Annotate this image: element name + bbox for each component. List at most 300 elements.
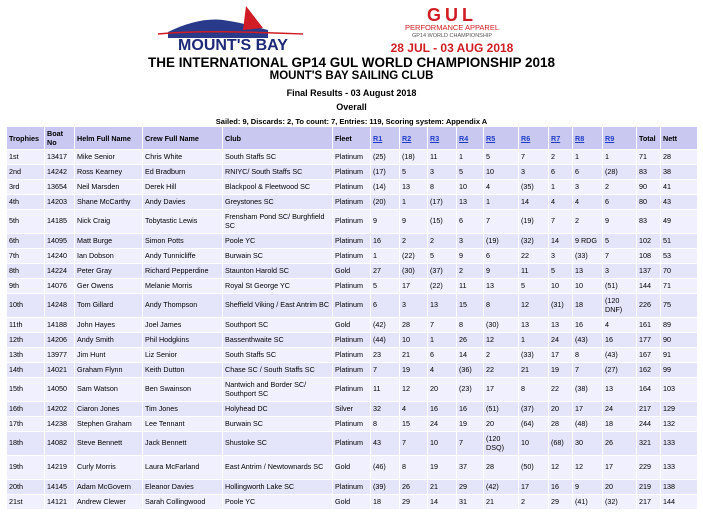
cell-trophies: 6th — [7, 234, 45, 249]
cell-r6: 13 — [519, 318, 549, 333]
cell-r6: (50) — [519, 456, 549, 480]
cell-total: 108 — [637, 249, 661, 264]
cell-r3: 24 — [428, 417, 457, 432]
cell-r6: 7 — [519, 150, 549, 165]
page-title: THE INTERNATIONAL GP14 GUL WORLD CHAMPIONSHIP 2018 — [147, 55, 556, 70]
cell-r9: 13 — [603, 378, 637, 402]
cell-r2: 10 — [400, 333, 428, 348]
cell-crew-full-name: Jack Bennett — [143, 432, 223, 456]
cell-fleet: Platinum — [333, 480, 371, 495]
cell-r8: 8 — [573, 348, 603, 363]
cell-r1: 9 — [371, 210, 400, 234]
cell-crew-full-name: Simon Potts — [143, 234, 223, 249]
cell-total: 83 — [637, 165, 661, 180]
cell-total: 83 — [637, 210, 661, 234]
cell-trophies: 17th — [7, 417, 45, 432]
cell-r4: 29 — [457, 480, 484, 495]
cell-nett: 138 — [661, 480, 698, 495]
table-row — [7, 180, 698, 195]
cell-r5: 8 — [484, 294, 519, 318]
cell-r2: 29 — [400, 495, 428, 510]
cell-club: Sheffield Viking / East Antrim BC — [223, 294, 333, 318]
table-row — [7, 378, 698, 402]
cell-fleet: Platinum — [333, 279, 371, 294]
cell-boat-no: 14240 — [45, 249, 75, 264]
cell-fleet: Platinum — [333, 165, 371, 180]
cell-r5: 28 — [484, 456, 519, 480]
table-row — [7, 210, 698, 234]
table-row — [7, 195, 698, 210]
table-row — [7, 165, 698, 180]
cell-r5: 22 — [484, 363, 519, 378]
cell-r1: (44) — [371, 333, 400, 348]
column-header-r9[interactable]: R9 — [603, 127, 637, 150]
cell-r3: 10 — [428, 432, 457, 456]
column-header-boat-no: Boat No — [45, 127, 75, 150]
cell-r4: 2 — [457, 264, 484, 279]
cell-club: South Staffs SC — [223, 150, 333, 165]
cell-nett: 103 — [661, 378, 698, 402]
table-row — [7, 456, 698, 480]
cell-r4: (36) — [457, 363, 484, 378]
cell-club: Bassenthwaite SC — [223, 333, 333, 348]
cell-helm-full-name: Curly Morris — [75, 456, 143, 480]
cell-r9: 20 — [603, 480, 637, 495]
cell-nett: 51 — [661, 234, 698, 249]
cell-boat-no: 14082 — [45, 432, 75, 456]
cell-r1: (14) — [371, 180, 400, 195]
cell-r6: 8 — [519, 378, 549, 402]
gul-dates: 28 JUL - 03 AUG 2018 — [390, 41, 514, 54]
cell-r4: 1 — [457, 150, 484, 165]
cell-total: 217 — [637, 495, 661, 510]
cell-r4: 19 — [457, 417, 484, 432]
cell-boat-no: 14185 — [45, 210, 75, 234]
cell-club: Hollingworth Lake SC — [223, 480, 333, 495]
cell-helm-full-name: Nick Craig — [75, 210, 143, 234]
cell-boat-no: 14242 — [45, 165, 75, 180]
cell-r5: 21 — [484, 495, 519, 510]
cell-r3: (37) — [428, 264, 457, 279]
cell-nett: 71 — [661, 279, 698, 294]
cell-r1: 7 — [371, 363, 400, 378]
cell-r2: 1 — [400, 195, 428, 210]
cell-r5: (42) — [484, 480, 519, 495]
cell-r2: (30) — [400, 264, 428, 279]
cell-trophies: 20th — [7, 480, 45, 495]
cell-trophies: 5th — [7, 210, 45, 234]
cell-trophies: 2nd — [7, 165, 45, 180]
cell-r4: 9 — [457, 249, 484, 264]
cell-crew-full-name: Sarah Collingwood — [143, 495, 223, 510]
cell-boat-no: 14248 — [45, 294, 75, 318]
cell-r1: (25) — [371, 150, 400, 165]
cell-club: Greystones SC — [223, 195, 333, 210]
cell-r1: (46) — [371, 456, 400, 480]
cell-boat-no: 14050 — [45, 378, 75, 402]
cell-nett: 75 — [661, 294, 698, 318]
cell-r2: 12 — [400, 378, 428, 402]
cell-r9: (51) — [603, 279, 637, 294]
cell-r9: 5 — [603, 234, 637, 249]
cell-r1: 23 — [371, 348, 400, 363]
cell-boat-no: 14206 — [45, 333, 75, 348]
cell-r4: 15 — [457, 294, 484, 318]
cell-fleet: Platinum — [333, 417, 371, 432]
cell-fleet: Platinum — [333, 363, 371, 378]
cell-club: Shustoke SC — [223, 432, 333, 456]
cell-nett: 133 — [661, 432, 698, 456]
cell-r7: 20 — [549, 402, 573, 417]
cell-trophies: 13th — [7, 348, 45, 363]
cell-fleet: Platinum — [333, 333, 371, 348]
cell-helm-full-name: Neil Marsden — [75, 180, 143, 195]
cell-r5: (30) — [484, 318, 519, 333]
cell-nett: 129 — [661, 402, 698, 417]
table-row — [7, 348, 698, 363]
cell-boat-no: 14021 — [45, 363, 75, 378]
cell-helm-full-name: Mike Senior — [75, 150, 143, 165]
cell-total: 226 — [637, 294, 661, 318]
column-header-nett: Nett — [661, 127, 698, 150]
cell-r9: (120 DNF) — [603, 294, 637, 318]
cell-r1: (20) — [371, 195, 400, 210]
cell-helm-full-name: Ger Owens — [75, 279, 143, 294]
cell-r8: 10 — [573, 279, 603, 294]
cell-r9: 9 — [603, 210, 637, 234]
cell-r8: 18 — [573, 294, 603, 318]
cell-nett: 91 — [661, 348, 698, 363]
cell-helm-full-name: Tom Gillard — [75, 294, 143, 318]
cell-r3: 3 — [428, 165, 457, 180]
cell-r4: 7 — [457, 432, 484, 456]
column-header-r4[interactable]: R4 — [457, 127, 484, 150]
cell-r4: 5 — [457, 165, 484, 180]
cell-r4: 8 — [457, 318, 484, 333]
gul-tagline: PERFORMANCE APPAREL — [404, 23, 500, 32]
header-banner — [0, 0, 703, 56]
table-row — [7, 402, 698, 417]
cell-boat-no: 14238 — [45, 417, 75, 432]
cell-r4: 31 — [457, 495, 484, 510]
cell-r2: 5 — [400, 165, 428, 180]
cell-r9: 17 — [603, 456, 637, 480]
cell-r5: (19) — [484, 234, 519, 249]
cell-r1: (42) — [371, 318, 400, 333]
cell-total: 219 — [637, 480, 661, 495]
cell-trophies: 7th — [7, 249, 45, 264]
cell-r4: 13 — [457, 195, 484, 210]
cell-r7: 24 — [549, 333, 573, 348]
cell-helm-full-name: Shane McCarthy — [75, 195, 143, 210]
cell-r9: 7 — [603, 249, 637, 264]
cell-boat-no: 14121 — [45, 495, 75, 510]
cell-r7: 13 — [549, 318, 573, 333]
cell-r1: (17) — [371, 165, 400, 180]
column-header-trophies: Trophies — [7, 127, 45, 150]
cell-club: Burwain SC — [223, 417, 333, 432]
column-header-crew-full-name: Crew Full Name — [143, 127, 223, 150]
cell-total: 161 — [637, 318, 661, 333]
cell-helm-full-name: Graham Flynn — [75, 363, 143, 378]
column-header-r8[interactable]: R8 — [573, 127, 603, 150]
cell-r7: 2 — [549, 150, 573, 165]
cell-r1: 18 — [371, 495, 400, 510]
cell-nett: 28 — [661, 150, 698, 165]
cell-fleet: Platinum — [333, 348, 371, 363]
results-line: Final Results - 03 August 2018 — [286, 88, 417, 98]
cell-trophies: 11th — [7, 318, 45, 333]
cell-r5: 2 — [484, 348, 519, 363]
cell-r8: 9 RDG — [573, 234, 603, 249]
cell-r1: 11 — [371, 378, 400, 402]
cell-fleet: Platinum — [333, 432, 371, 456]
cell-r7: 6 — [549, 165, 573, 180]
cell-total: 71 — [637, 150, 661, 165]
cell-r5: 7 — [484, 210, 519, 234]
column-header-r7[interactable]: R7 — [549, 127, 573, 150]
cell-r6: (35) — [519, 180, 549, 195]
cell-r4: 14 — [457, 348, 484, 363]
cell-boat-no: 14224 — [45, 264, 75, 279]
cell-r7: 12 — [549, 456, 573, 480]
cell-r3: 5 — [428, 249, 457, 264]
table-row — [7, 495, 698, 510]
cell-nett: 90 — [661, 333, 698, 348]
cell-club: Royal St George YC — [223, 279, 333, 294]
cell-fleet: Platinum — [333, 210, 371, 234]
column-header-total: Total — [637, 127, 661, 150]
cell-total: 80 — [637, 195, 661, 210]
cell-fleet: Gold — [333, 318, 371, 333]
cell-r3: 8 — [428, 180, 457, 195]
cell-r7: 17 — [549, 348, 573, 363]
cell-club: RNIYC/ South Staffs SC — [223, 165, 333, 180]
cell-r7: 7 — [549, 210, 573, 234]
cell-r6: 17 — [519, 480, 549, 495]
cell-crew-full-name: Andy Tunnicliffe — [143, 249, 223, 264]
cell-r2: 8 — [400, 456, 428, 480]
cell-helm-full-name: Sam Watson — [75, 378, 143, 402]
cell-r9: (28) — [603, 165, 637, 180]
cell-total: 244 — [637, 417, 661, 432]
cell-r2: 2 — [400, 234, 428, 249]
cell-r3: (15) — [428, 210, 457, 234]
cell-nett: 38 — [661, 165, 698, 180]
cell-club: Nantwich and Border SC/ Southport SC — [223, 378, 333, 402]
cell-helm-full-name: Steve Bennett — [75, 432, 143, 456]
cell-r3: 19 — [428, 456, 457, 480]
cell-trophies: 21st — [7, 495, 45, 510]
cell-r5: 12 — [484, 333, 519, 348]
cell-r9: 2 — [603, 180, 637, 195]
table-row — [7, 480, 698, 495]
cell-crew-full-name: Lee Tennant — [143, 417, 223, 432]
cell-club: Blackpool & Fleetwood SC — [223, 180, 333, 195]
cell-r1: 6 — [371, 294, 400, 318]
cell-helm-full-name: Matt Burge — [75, 234, 143, 249]
column-header-r2[interactable]: R2 — [400, 127, 428, 150]
cell-r3: 21 — [428, 480, 457, 495]
cell-trophies: 10th — [7, 294, 45, 318]
cell-r3: 16 — [428, 402, 457, 417]
cell-r8: 12 — [573, 456, 603, 480]
mounts-bay-logo-text: MOUNT'S BAY — [178, 37, 288, 52]
table-row — [7, 150, 698, 165]
cell-trophies: 3rd — [7, 180, 45, 195]
cell-nett: 43 — [661, 195, 698, 210]
cell-club: Burwain SC — [223, 249, 333, 264]
cell-crew-full-name: Laura McFarland — [143, 456, 223, 480]
cell-helm-full-name: Ian Dobson — [75, 249, 143, 264]
cell-r5: 13 — [484, 279, 519, 294]
cell-nett: 132 — [661, 417, 698, 432]
cell-fleet: Platinum — [333, 150, 371, 165]
cell-r1: 16 — [371, 234, 400, 249]
cell-r5: 4 — [484, 180, 519, 195]
cell-helm-full-name: Peter Gray — [75, 264, 143, 279]
gul-logo — [372, 6, 532, 54]
cell-boat-no: 14076 — [45, 279, 75, 294]
cell-trophies: 8th — [7, 264, 45, 279]
cell-crew-full-name: Keith Dutton — [143, 363, 223, 378]
cell-r9: 16 — [603, 333, 637, 348]
cell-r6: (37) — [519, 402, 549, 417]
cell-r7: 22 — [549, 378, 573, 402]
cell-r8: 3 — [573, 180, 603, 195]
gul-sub: GP14 WORLD CHAMPIONSHIP — [411, 33, 493, 39]
cell-r4: 10 — [457, 180, 484, 195]
cell-r5: 20 — [484, 417, 519, 432]
cell-r2: 4 — [400, 402, 428, 417]
cell-helm-full-name: Andy Smith — [75, 333, 143, 348]
cell-r2: (18) — [400, 150, 428, 165]
cell-helm-full-name: Stephen Graham — [75, 417, 143, 432]
cell-club: South Staffs SC — [223, 348, 333, 363]
column-header-r3[interactable]: R3 — [428, 127, 457, 150]
cell-r2: 26 — [400, 480, 428, 495]
results-table — [6, 126, 698, 510]
cell-r7: 1 — [549, 180, 573, 195]
cell-boat-no: 13654 — [45, 180, 75, 195]
cell-r2: 28 — [400, 318, 428, 333]
cell-r9: 4 — [603, 318, 637, 333]
cell-club: Poole YC — [223, 234, 333, 249]
cell-r1: 5 — [371, 279, 400, 294]
cell-club: Staunton Harold SC — [223, 264, 333, 279]
column-header-r5[interactable]: R5 — [484, 127, 519, 150]
cell-r6: 22 — [519, 249, 549, 264]
cell-r2: 3 — [400, 294, 428, 318]
cell-r9: 6 — [603, 195, 637, 210]
cell-r3: 13 — [428, 294, 457, 318]
cell-total: 164 — [637, 378, 661, 402]
cell-trophies: 1st — [7, 150, 45, 165]
cell-r2: 13 — [400, 180, 428, 195]
cell-r7: 16 — [549, 480, 573, 495]
cell-crew-full-name: Richard Pepperdine — [143, 264, 223, 279]
cell-boat-no: 14219 — [45, 456, 75, 480]
cell-r4: 16 — [457, 402, 484, 417]
cell-r8: 17 — [573, 402, 603, 417]
cell-r2: 17 — [400, 279, 428, 294]
cell-r3: 1 — [428, 333, 457, 348]
cell-club: East Antrim / Newtownards SC — [223, 456, 333, 480]
cell-helm-full-name: Andrew Clewer — [75, 495, 143, 510]
cell-r6: (19) — [519, 210, 549, 234]
cell-r2: 9 — [400, 210, 428, 234]
column-header-fleet: Fleet — [333, 127, 371, 150]
cell-r4: 3 — [457, 234, 484, 249]
cell-r8: 9 — [573, 480, 603, 495]
cell-trophies: 18th — [7, 432, 45, 456]
cell-r1: 27 — [371, 264, 400, 279]
cell-boat-no: 14095 — [45, 234, 75, 249]
column-header-helm-full-name: Helm Full Name — [75, 127, 143, 150]
cell-r9: (43) — [603, 348, 637, 363]
cell-club: Frensham Pond SC/ Burghfield SC — [223, 210, 333, 234]
cell-r2: 7 — [400, 432, 428, 456]
table-row — [7, 264, 698, 279]
cell-crew-full-name: Tim Jones — [143, 402, 223, 417]
cell-r9: 24 — [603, 402, 637, 417]
cell-r1: 8 — [371, 417, 400, 432]
cell-r8: 16 — [573, 318, 603, 333]
cell-crew-full-name: Eleanor Davies — [143, 480, 223, 495]
cell-trophies: 16th — [7, 402, 45, 417]
cell-r3: 14 — [428, 495, 457, 510]
section-title: Overall — [336, 102, 367, 112]
column-header-r1[interactable]: R1 — [371, 127, 400, 150]
cell-nett: 144 — [661, 495, 698, 510]
cell-r6: 10 — [519, 432, 549, 456]
cell-boat-no: 14188 — [45, 318, 75, 333]
cell-total: 167 — [637, 348, 661, 363]
cell-r6: (33) — [519, 348, 549, 363]
cell-club: Chase SC / South Staffs SC — [223, 363, 333, 378]
cell-total: 137 — [637, 264, 661, 279]
cell-nett: 133 — [661, 456, 698, 480]
cell-r6: 14 — [519, 195, 549, 210]
cell-r6: (64) — [519, 417, 549, 432]
cell-r4: 6 — [457, 210, 484, 234]
table-row — [7, 294, 698, 318]
summary-line: Sailed: 9, Discards: 2, To count: 7, Entries: 119, Scoring system: Appendix A — [215, 117, 488, 126]
cell-r3: 20 — [428, 378, 457, 402]
cell-r7: 5 — [549, 264, 573, 279]
cell-crew-full-name: Joel James — [143, 318, 223, 333]
cell-r9: 18 — [603, 417, 637, 432]
cell-r8: 6 — [573, 165, 603, 180]
cell-boat-no: 13417 — [45, 150, 75, 165]
cell-crew-full-name: Ed Bradburn — [143, 165, 223, 180]
table-header-row — [7, 127, 698, 150]
column-header-r6[interactable]: R6 — [519, 127, 549, 150]
cell-r5: (51) — [484, 402, 519, 417]
cell-r5: 17 — [484, 378, 519, 402]
cell-fleet: Platinum — [333, 195, 371, 210]
cell-r3: 6 — [428, 348, 457, 363]
cell-trophies: 19th — [7, 456, 45, 480]
cell-boat-no: 14203 — [45, 195, 75, 210]
cell-r8: 2 — [573, 210, 603, 234]
cell-crew-full-name: Chris White — [143, 150, 223, 165]
cell-r7: (68) — [549, 432, 573, 456]
cell-nett: 53 — [661, 249, 698, 264]
cell-fleet: Platinum — [333, 378, 371, 402]
cell-r8: 13 — [573, 264, 603, 279]
cell-r8: (48) — [573, 417, 603, 432]
